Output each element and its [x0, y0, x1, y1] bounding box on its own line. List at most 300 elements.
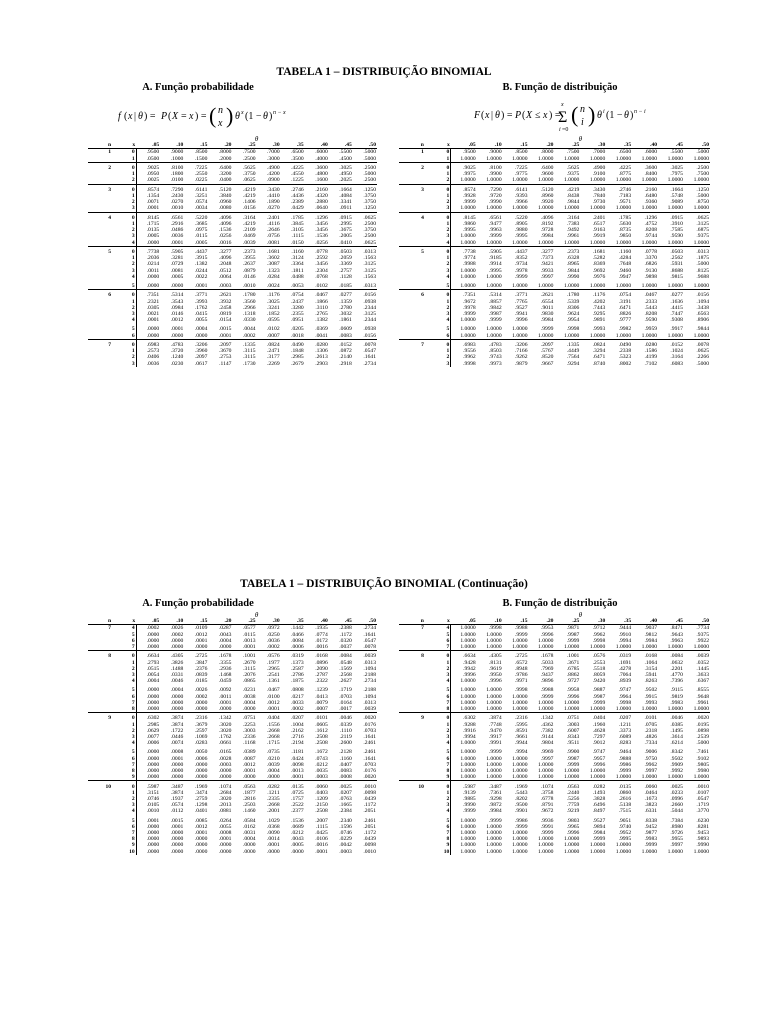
x-cell: 3 — [446, 672, 450, 679]
value-cell: 1.0000 — [563, 774, 580, 781]
value-cell: .6983 — [136, 339, 160, 348]
value-cell: .3241 — [267, 304, 280, 311]
value-cell: .0083 — [339, 332, 352, 339]
col-header-theta: .15 — [184, 142, 208, 149]
table-row — [88, 323, 377, 332]
value-cell: .4437 — [184, 246, 208, 255]
value-cell: .9978 — [514, 267, 528, 274]
value-cell: .1969 — [503, 781, 529, 790]
value-cell: .9986 — [514, 817, 528, 824]
value-cell: .2985 — [136, 722, 160, 728]
value-cell: 1.0000 — [667, 332, 683, 339]
value-cell: .9909 — [670, 761, 683, 768]
value-cell: .9786 — [514, 672, 528, 679]
svg-text:=0: =0 — [562, 127, 569, 133]
value-cell: .1318 — [242, 311, 256, 318]
col-header-n: n — [88, 618, 112, 625]
svg-text:) =: ) = — [144, 111, 156, 122]
value-cell: .9871 — [566, 625, 580, 632]
n-cell — [399, 774, 425, 781]
value-cell: .0703 — [363, 761, 376, 768]
x-cell: 2 — [131, 796, 135, 803]
x-cell: 7 — [446, 830, 450, 837]
value-cell: .3671 — [566, 659, 580, 666]
value-cell: .4200 — [267, 171, 280, 178]
table-row — [399, 815, 710, 824]
value-cell: 1.0000 — [615, 177, 632, 184]
value-cell: .0725 — [291, 789, 304, 796]
col-header-theta: .50 — [684, 142, 710, 149]
value-cell: .3000 — [267, 155, 280, 162]
value-cell: .3020 — [218, 721, 232, 728]
value-cell: .9163 — [592, 227, 606, 234]
value-cell: 1.0000 — [451, 333, 477, 340]
value-cell: .0028 — [218, 755, 232, 762]
value-cell: .0469 — [242, 233, 256, 240]
svg-text:n: n — [580, 104, 585, 115]
value-cell: 1.0000 — [512, 693, 528, 700]
value-cell: .2128 — [339, 749, 352, 756]
n-cell — [399, 205, 425, 212]
x-cell: 6 — [131, 693, 135, 700]
value-cell: .8002 — [618, 360, 632, 367]
value-cell: .1762 — [194, 304, 208, 311]
value-cell: .7225 — [503, 162, 529, 171]
value-cell: 1.0000 — [538, 761, 554, 768]
table-row — [88, 290, 377, 299]
value-cell: .0000 — [194, 836, 208, 843]
value-cell: .0044 — [242, 326, 256, 333]
value-cell: .3151 — [136, 790, 160, 796]
value-cell: 1.0000 — [538, 842, 554, 849]
x-cell: 0 — [112, 212, 136, 221]
table-row — [399, 849, 710, 855]
value-cell: .0060 — [305, 781, 329, 790]
x-cell: 3 — [446, 205, 450, 212]
value-cell: .4219 — [232, 184, 256, 193]
value-cell: 1.0000 — [538, 205, 554, 212]
value-cell: .2471 — [267, 348, 280, 355]
value-cell: 1.0000 — [641, 205, 658, 212]
value-cell: .8906 — [696, 317, 709, 324]
value-cell: .9999 — [489, 749, 502, 756]
value-cell: .7102 — [644, 360, 658, 367]
value-cell: 1.0000 — [451, 233, 477, 239]
value-cell: 1.0000 — [589, 239, 606, 246]
value-cell: 1.0000 — [512, 155, 528, 162]
value-cell: 1.0000 — [589, 177, 606, 184]
value-cell: .9999 — [451, 311, 477, 317]
value-cell: .9999 — [592, 836, 606, 843]
value-cell: .4826 — [644, 734, 658, 741]
value-cell: .0081 — [170, 267, 184, 274]
value-cell: .6561 — [477, 212, 503, 221]
value-cell: 1.0000 — [693, 177, 709, 184]
value-cell: .3364 — [291, 261, 304, 268]
value-cell: .0000 — [170, 706, 184, 713]
n-cell — [88, 177, 112, 184]
x-cell: 1 — [446, 348, 450, 355]
value-cell: .0500 — [136, 156, 160, 163]
value-cell: .0205 — [291, 326, 304, 333]
value-cell: .9900 — [566, 749, 580, 756]
value-cell: .0938 — [363, 298, 376, 305]
value-cell: .3025 — [267, 298, 280, 305]
value-cell: .4900 — [580, 162, 606, 171]
value-cell: 1.0000 — [486, 155, 502, 162]
value-cell: .0025 — [658, 781, 684, 790]
value-cell: .9571 — [618, 199, 632, 206]
value-cell: 1.0000 — [563, 836, 580, 843]
value-cell: .1115 — [315, 823, 328, 830]
value-cell: .0277 — [329, 290, 353, 299]
value-cell: .9844 — [566, 267, 580, 274]
value-cell: .0000 — [218, 774, 232, 781]
value-cell: .9511 — [566, 740, 580, 747]
value-cell: .0042 — [339, 842, 352, 849]
value-cell: 1.0000 — [486, 239, 502, 246]
value-cell: .3355 — [218, 659, 232, 666]
value-cell: .9995 — [489, 267, 502, 274]
value-cell: .2503 — [242, 802, 256, 809]
col-header-theta: .40 — [632, 618, 658, 625]
value-cell: .0951 — [291, 317, 304, 324]
value-cell: .2322 — [315, 678, 328, 685]
col-header-theta: .20 — [208, 142, 232, 149]
value-cell: .2734 — [363, 625, 376, 632]
value-cell: .2162 — [291, 727, 304, 734]
x-cell: 5 — [446, 749, 450, 756]
value-cell: 1.0000 — [512, 239, 528, 246]
value-cell: .9999 — [451, 808, 477, 814]
value-cell: 1.0000 — [563, 239, 580, 246]
svg-text:θ: θ — [138, 111, 143, 122]
value-cell: 1.0000 — [589, 155, 606, 162]
x-cell: 2 — [446, 199, 450, 206]
value-cell: 1.0000 — [451, 625, 477, 632]
value-cell: .2568 — [339, 672, 352, 679]
value-cell: .0515 — [136, 666, 160, 672]
value-cell: .0000 — [136, 638, 160, 644]
x-cell: 3 — [131, 311, 135, 318]
table-row — [399, 212, 710, 221]
value-cell: .4950 — [339, 171, 352, 178]
value-cell: .2500 — [684, 162, 710, 171]
value-cell: .9667 — [540, 360, 554, 367]
value-cell: .2097 — [208, 339, 232, 348]
value-cell: .0632 — [670, 659, 683, 666]
value-cell: .0053 — [291, 283, 304, 290]
value-cell: .2500 — [242, 155, 256, 162]
value-cell: .0756 — [267, 233, 280, 240]
n-cell — [399, 849, 425, 855]
value-cell: .0156 — [353, 290, 377, 299]
value-cell: .1382 — [315, 317, 328, 324]
value-cell: .0320 — [339, 637, 352, 644]
value-cell: .8960 — [540, 193, 554, 199]
value-cell: .9139 — [451, 790, 477, 796]
value-cell: .0084 — [291, 637, 304, 644]
value-cell: .0025 — [329, 781, 353, 790]
value-cell: .2637 — [242, 261, 256, 268]
value-cell: .1001 — [554, 651, 580, 660]
value-cell: .8000 — [540, 149, 554, 156]
value-cell: .7765 — [514, 298, 528, 305]
value-cell: .1877 — [242, 789, 256, 796]
value-cell: .9995 — [514, 233, 528, 240]
value-cell: .0005 — [170, 273, 184, 280]
value-cell: .2995 — [339, 221, 352, 227]
value-cell: .5941 — [644, 672, 658, 679]
table-row — [399, 162, 710, 171]
value-cell: .9295 — [592, 311, 606, 318]
value-cell: .0156 — [684, 290, 710, 299]
value-cell: .9619 — [489, 665, 502, 672]
value-cell: .2001 — [267, 808, 280, 815]
table-row — [399, 323, 710, 332]
value-cell: 1.0000 — [512, 699, 528, 706]
col-header-theta: .40 — [305, 142, 329, 149]
value-cell: .9997 — [540, 755, 554, 762]
col-header-theta: .25 — [554, 142, 580, 149]
value-cell: .9996 — [514, 317, 528, 324]
value-cell: .2668 — [267, 734, 280, 741]
value-cell: .0031 — [242, 830, 256, 837]
value-cell: .0008 — [170, 749, 184, 756]
value-cell: .6634 — [451, 651, 477, 660]
value-cell: .3840 — [218, 193, 232, 199]
n-cell — [88, 240, 112, 247]
value-cell: .9888 — [618, 755, 632, 762]
value-cell: .9775 — [514, 171, 528, 178]
value-cell: .8438 — [566, 193, 580, 199]
value-cell: .3487 — [477, 781, 503, 790]
value-cell: .3500 — [291, 155, 304, 162]
value-cell: .9999 — [566, 637, 580, 644]
value-cell: 1.0000 — [693, 332, 709, 339]
value-cell: .4199 — [644, 354, 658, 361]
value-cell: .2048 — [218, 261, 232, 268]
value-cell: .8342 — [670, 749, 683, 756]
value-cell: .0210 — [267, 755, 280, 762]
value-cell: .5443 — [644, 304, 658, 311]
value-cell: .1500 — [194, 155, 208, 162]
value-cell: .3847 — [194, 659, 208, 666]
value-cell: .2430 — [170, 193, 184, 199]
value-cell: .9997 — [644, 768, 658, 775]
value-cell: .1866 — [315, 298, 328, 305]
value-cell: 1.0000 — [451, 177, 477, 184]
value-cell: .1719 — [696, 802, 709, 809]
value-cell: .1780 — [232, 290, 256, 299]
value-cell: .9502 — [644, 687, 658, 694]
value-cell: .3614 — [670, 734, 683, 741]
value-cell: .0007 — [267, 332, 280, 339]
value-cell: .4770 — [670, 672, 683, 679]
value-cell: .0016 — [315, 842, 328, 849]
value-cell: .0035 — [315, 768, 328, 775]
x-cell: 2 — [446, 261, 450, 268]
svg-text:) =: ) = — [195, 111, 207, 122]
value-cell: .3430 — [580, 184, 606, 193]
value-cell: 1.0000 — [563, 842, 580, 849]
col-header-theta: .10 — [477, 618, 503, 625]
value-cell: .9452 — [644, 823, 658, 830]
value-cell: .9006 — [644, 749, 658, 756]
value-cell: .0077 — [136, 734, 160, 740]
value-cell: .0595 — [267, 317, 280, 324]
value-cell: .2500 — [363, 177, 376, 184]
value-cell: .9995 — [451, 227, 477, 233]
value-cell: .0112 — [170, 808, 184, 815]
svg-text:n: n — [218, 105, 223, 116]
value-cell: .2316 — [503, 713, 529, 722]
value-cell: .9999 — [644, 842, 658, 849]
value-cell: .3177 — [267, 354, 280, 361]
value-cell: .1762 — [218, 734, 232, 741]
x-cell: 8 — [446, 768, 450, 775]
value-cell: .9819 — [670, 693, 683, 700]
value-cell: .0280 — [305, 339, 329, 348]
col-header-theta: .30 — [257, 142, 281, 149]
x-cell: 3 — [131, 672, 135, 679]
value-cell: .7064 — [618, 672, 632, 679]
value-cell: 1.0000 — [641, 848, 658, 855]
value-cell: .9089 — [670, 199, 683, 206]
value-cell: .7361 — [489, 789, 502, 796]
value-cell: .3020 — [218, 727, 232, 734]
value-cell: .1176 — [580, 290, 606, 299]
value-cell: .0972 — [267, 625, 280, 632]
value-cell: 1.0000 — [486, 644, 502, 651]
x-cell: 7 — [131, 644, 135, 651]
value-cell: .0000 — [242, 706, 256, 713]
value-cell: .0003 — [218, 761, 232, 768]
value-cell: .3281 — [170, 255, 184, 262]
value-cell: .9477 — [489, 221, 502, 227]
value-cell: .0037 — [339, 644, 352, 651]
svg-text:): ) — [269, 111, 273, 122]
value-cell: .0277 — [658, 290, 684, 299]
value-cell: .0000 — [170, 768, 184, 775]
value-cell: .4225 — [281, 162, 305, 171]
value-cell: 1.0000 — [589, 774, 606, 781]
value-cell: .2592 — [315, 255, 328, 262]
col-header-theta: .20 — [208, 618, 232, 625]
value-cell: .9672 — [540, 808, 554, 815]
x-cell: 3 — [446, 233, 450, 240]
value-cell: .1176 — [257, 290, 281, 299]
value-cell: .9502 — [670, 755, 683, 762]
value-cell: .1064 — [644, 659, 658, 666]
value-cell: .0041 — [315, 332, 328, 339]
value-cell: .0039 — [353, 651, 377, 660]
table-row — [399, 644, 710, 651]
value-cell: .0102 — [315, 283, 328, 290]
value-cell: .7443 — [592, 304, 606, 311]
value-cell: .0284 — [267, 273, 280, 280]
value-cell: .0000 — [242, 774, 256, 781]
x-cell: 4 — [131, 273, 135, 280]
value-cell: .0368 — [267, 823, 280, 830]
value-cell: .9100 — [592, 171, 606, 178]
value-cell: .5033 — [540, 659, 554, 666]
svg-text:x: x — [241, 110, 244, 116]
value-cell: 1.0000 — [641, 332, 658, 339]
value-cell: .2616 — [618, 796, 632, 803]
value-cell: .8948 — [514, 665, 528, 672]
value-cell: .3206 — [184, 339, 208, 348]
svg-text:P: P — [515, 110, 522, 121]
value-cell: .0012 — [170, 317, 184, 324]
x-cell: 1 — [131, 171, 135, 178]
value-cell: .0003 — [218, 283, 232, 290]
value-cell: .9894 — [592, 823, 606, 830]
value-cell: .1094 — [363, 665, 376, 672]
value-cell: .5500 — [339, 149, 352, 156]
n-cell: 7 — [108, 625, 112, 632]
x-cell: 2 — [446, 665, 450, 672]
x-cell: 4 — [446, 740, 450, 747]
value-cell: .3277 — [529, 246, 555, 255]
value-cell: .1785 — [281, 212, 305, 221]
x-cell: 7 — [131, 761, 135, 768]
value-cell: .9643 — [670, 631, 683, 638]
x-cell: 2 — [446, 354, 450, 361]
value-cell: .0000 — [136, 849, 160, 855]
value-cell: .1468 — [218, 672, 232, 679]
value-cell: .1665 — [339, 802, 352, 809]
value-cell: .0000 — [136, 700, 160, 706]
value-cell: .9428 — [451, 660, 477, 666]
value-cell: .0000 — [136, 694, 160, 700]
value-cell: .1780 — [554, 290, 580, 299]
value-cell: .0001 — [267, 842, 280, 849]
svg-text:x: x — [189, 111, 194, 122]
value-cell: .4225 — [606, 162, 632, 171]
value-cell: 1.0000 — [486, 637, 502, 644]
x-cell: 2 — [131, 199, 135, 206]
svg-text:θ: θ — [624, 110, 629, 121]
n-cell — [399, 323, 425, 332]
value-cell: .0547 — [363, 637, 376, 644]
value-cell: .9962 — [451, 354, 477, 360]
value-cell: .0007 — [315, 706, 328, 713]
value-cell: .0576 — [257, 651, 281, 660]
n-cell — [88, 361, 112, 367]
value-cell: .0735 — [267, 749, 280, 756]
theta-header: θ — [578, 135, 583, 143]
value-cell: .0703 — [339, 693, 352, 700]
value-cell: .0490 — [281, 339, 305, 348]
value-cell: .0000 — [136, 706, 160, 713]
value-cell: .9983 — [670, 699, 683, 706]
value-cell: .0115 — [243, 631, 256, 638]
value-cell: .6875 — [696, 227, 709, 234]
value-cell: .9998 — [489, 625, 502, 632]
value-cell: .2109 — [242, 227, 256, 234]
value-cell: .0000 — [194, 332, 208, 339]
svg-text:θ: θ — [597, 110, 602, 121]
value-cell: .9958 — [566, 687, 580, 694]
value-cell: .6400 — [208, 162, 232, 171]
value-cell: 1.0000 — [512, 830, 528, 837]
value-cell: .0010 — [363, 848, 376, 855]
table-row — [88, 651, 377, 660]
n-cell — [399, 644, 425, 651]
value-cell: .2746 — [606, 184, 632, 193]
value-cell: .0185 — [339, 283, 352, 290]
